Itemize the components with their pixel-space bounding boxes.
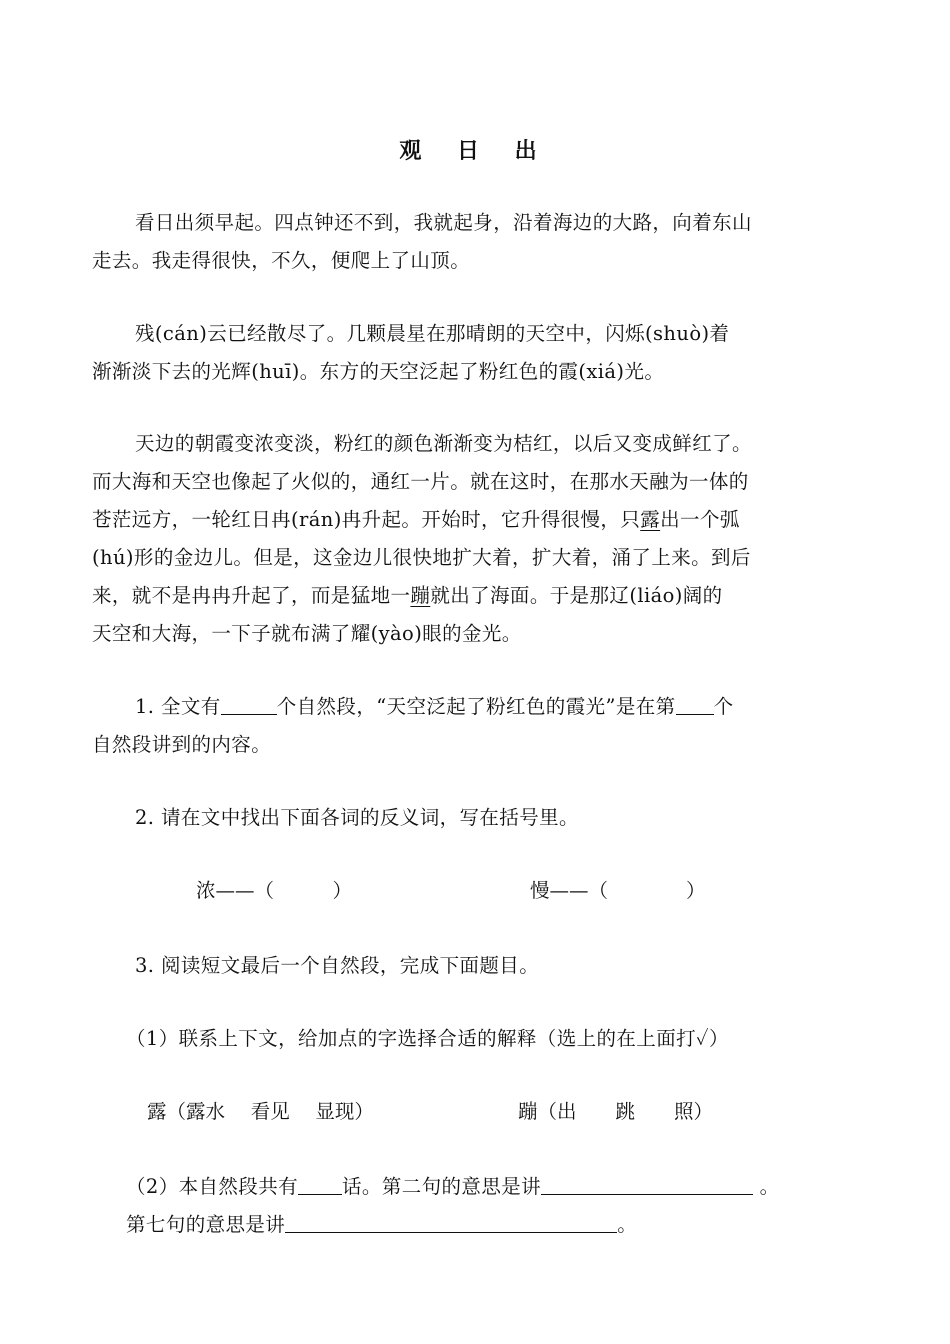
q1-text-a: 1. 全文有 xyxy=(135,695,221,718)
paragraph-3-line-4: (hú)形的金边儿。但是，这金边儿很快地扩大着，扩大着，涌了上来。到后 xyxy=(92,546,751,569)
underlined-word: 露 xyxy=(640,508,661,531)
underlined-word: 蹦 xyxy=(410,584,431,607)
text-segment: 就出了海面。于是那辽(liáo)阔的 xyxy=(430,584,723,607)
answer-blank[interactable] xyxy=(221,694,277,715)
question-1-line-1 xyxy=(135,694,915,720)
question-3-text: 3. 阅读短文最后一个自然段，完成下面题目。 xyxy=(135,954,540,977)
answer-blank[interactable] xyxy=(676,694,714,715)
answer-blank[interactable] xyxy=(285,1212,617,1233)
q3-text-a: （2）本自然段共有 xyxy=(126,1175,299,1198)
q1-text-b: 个自然段，“天空泛起了粉红色的霞光”是在第 xyxy=(276,695,676,718)
choice-options-beng[interactable]: 蹦（出 跳 照） xyxy=(518,1100,714,1123)
question-3-sub-1: （1）联系上下文，给加点的字选择合适的解释（选上的在上面打✓） xyxy=(126,1027,729,1050)
paragraph-3-line-6: 天空和大海，一下子就布满了耀(yào)眼的金光。 xyxy=(92,622,522,645)
page-title: 观 日 出 xyxy=(399,138,551,164)
q3-text-e: 。 xyxy=(617,1213,638,1236)
question-3-sub-2-line-2 xyxy=(126,1212,906,1238)
antonym-item-slow[interactable]: 慢——（ ） xyxy=(530,879,706,902)
paragraph-3-line-1: 天边的朝霞变浓变淡，粉红的颜色渐渐变为桔红，以后又变成鲜红了。 xyxy=(135,432,752,455)
antonym-item-thick[interactable]: 浓——（ ） xyxy=(196,879,353,902)
paragraph-2-line-2: 渐渐淡下去的光辉(huī)。东方的天空泛起了粉红色的霞(xiá)光。 xyxy=(92,360,665,383)
paragraph-3-line-3 xyxy=(92,507,872,533)
paragraph-2-line-1: 残(cán)云已经散尽了。几颗晨星在那晴朗的天空中，闪烁(shuò)着 xyxy=(135,322,730,345)
answer-blank[interactable] xyxy=(298,1174,342,1195)
q3-text-c: 。 xyxy=(753,1175,780,1198)
question-2-text: 2. 请在文中找出下面各词的反义词，写在括号里。 xyxy=(135,806,579,829)
text-segment: 出一个弧 xyxy=(660,508,740,531)
q3-text-b: 话。第二句的意思是讲 xyxy=(342,1175,542,1198)
paragraph-1-line-1: 看日出须早起。四点钟还不到，我就起身，沿着海边的大路，向着东山 xyxy=(135,211,752,234)
paragraph-3-line-2: 而大海和天空也像起了火似的，通红一片。就在这时，在那水天融为一体的 xyxy=(92,470,749,493)
answer-blank[interactable] xyxy=(541,1174,753,1195)
paragraph-1-line-2: 走去。我走得很快，不久，便爬上了山顶。 xyxy=(92,249,471,272)
text-segment: 来，就不是冉冉升起了，而是猛地一 xyxy=(92,584,411,607)
question-1-line-2: 自然段讲到的内容。 xyxy=(92,733,272,756)
paragraph-3-line-5 xyxy=(92,583,872,609)
question-3-sub-2 xyxy=(126,1174,906,1200)
text-segment: 苍茫远方，一轮红日冉(rán)冉升起。开始时，它升得很慢，只 xyxy=(92,508,641,531)
choice-options-lu[interactable]: 露（露水 看见 显现） xyxy=(147,1100,374,1123)
q3-text-d: 第七句的意思是讲 xyxy=(126,1213,286,1236)
q1-text-c: 个 xyxy=(713,695,734,718)
